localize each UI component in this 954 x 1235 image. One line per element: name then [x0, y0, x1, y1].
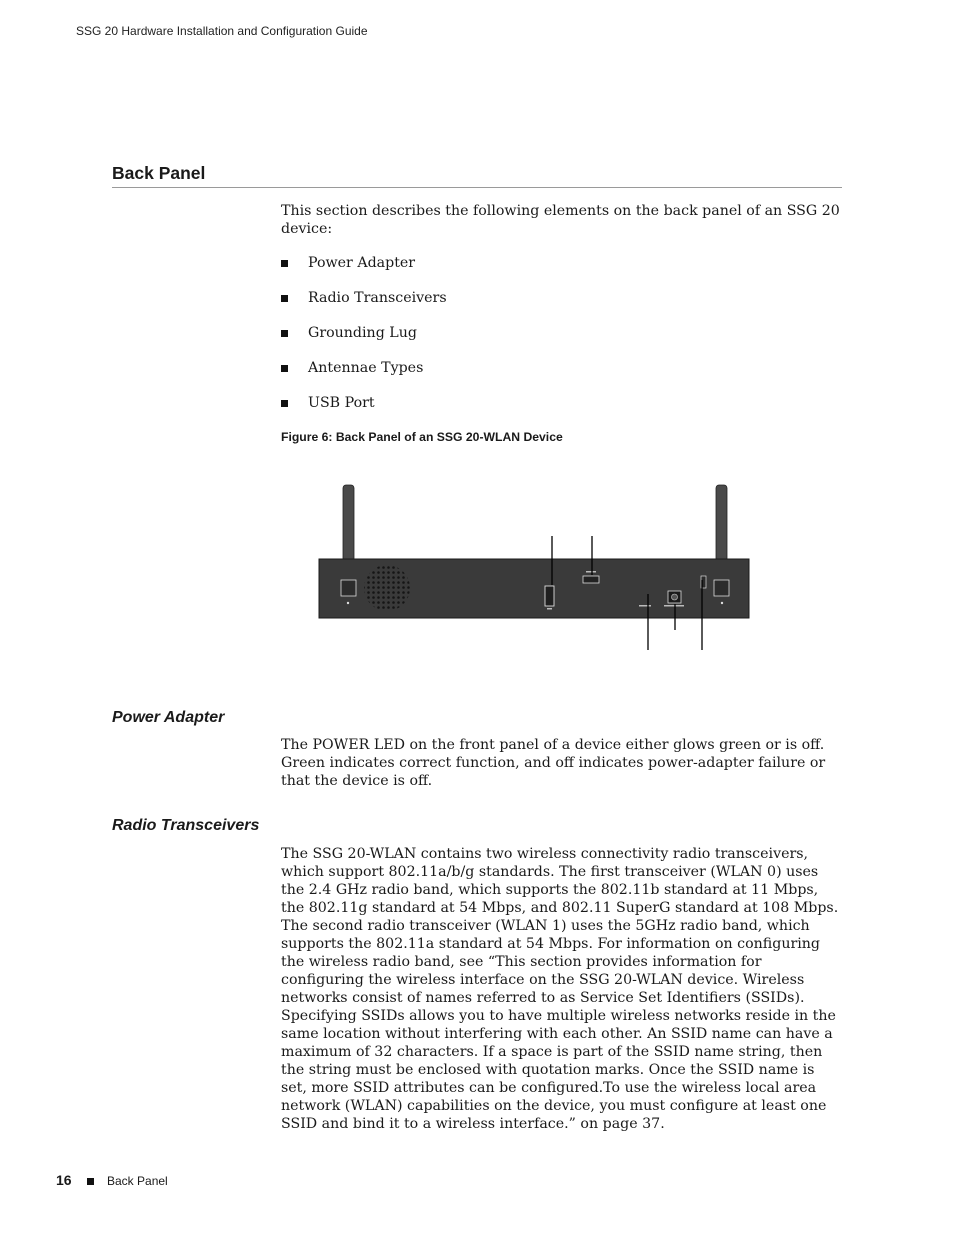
bullet-square-icon — [281, 365, 288, 372]
section-divider — [112, 187, 842, 188]
list-item: Radio Transceivers — [281, 289, 447, 324]
figure-caption: Figure 6: Back Panel of an SSG 20-WLAN Device — [281, 430, 563, 444]
list-item: Antennae Types — [281, 359, 447, 394]
right-antenna-base — [714, 580, 729, 596]
footer-square-icon — [87, 1178, 94, 1185]
list-item: Power Adapter — [281, 254, 447, 289]
reset-button — [583, 576, 599, 583]
left-antenna-base — [341, 580, 356, 596]
bullet-square-icon — [281, 400, 288, 407]
page-number: 16 — [56, 1172, 72, 1188]
running-header: SSG 20 Hardware Installation and Configuration Guide — [76, 24, 368, 38]
bullet-square-icon — [281, 295, 288, 302]
element-list — [281, 254, 447, 429]
radio-transceivers-paragraph: The SSG 20-WLAN contains two wireless connectivity radio transceivers, which support 802.11a/b/g standards. The first transceiver (WLAN 0) uses the 2.4 GHz radio band, which supports the 802.11b standard at 11 Mbps, the 802.11g standard at 54 Mbps, and 802.11 SuperG standard at 108 Mbps. The second radio transceiver (WLAN 1) uses the 5GHz radio band, which supports the 802.11a standard at 54 Mbps. For information on configuring the wireless radio band, see “This section provides information for configuring the wireless interface on the SSG 20-WLAN device. Wireless networks consist of names referred to as Service Set Identifiers (SSIDs). Specifying SSIDs allows you to have multiple wireless networks reside in the same location without interfering with each other. An SSID name can have a maximum of 32 characters. If a space is part of the SSID name string, then the string must be enclosed with quotation marks. Once the SSID name is set, more SSID attributes can be configured.To use the wireless local area network (WLAN) capabilities on the device, you must configure at least one SSID and bind it to a wireless interface.” on page 37. — [281, 846, 839, 1132]
intro-paragraph: This section describes the following elements on the back panel of an SSG 20 device: — [281, 203, 840, 237]
power-adapter-paragraph: The POWER LED on the front panel of a device either glows green or is off. Green indicates correct function, and off indicates power-adapter failure or that the device is off. — [281, 737, 826, 789]
list-item: USB Port — [281, 394, 447, 429]
usb-port — [545, 586, 554, 606]
power-adapter-heading: Power Adapter — [112, 709, 225, 726]
list-item: Grounding Lug — [281, 324, 447, 359]
section-title: Back Panel — [112, 163, 206, 183]
radio-transceivers-heading: Radio Transceivers — [112, 817, 260, 834]
back-panel-figure — [316, 480, 756, 655]
bullet-square-icon — [281, 330, 288, 337]
bullet-square-icon — [281, 260, 288, 267]
vent-grille — [364, 565, 410, 611]
footer-section-title: Back Panel — [107, 1174, 168, 1188]
back-panel-illustration — [316, 480, 756, 655]
